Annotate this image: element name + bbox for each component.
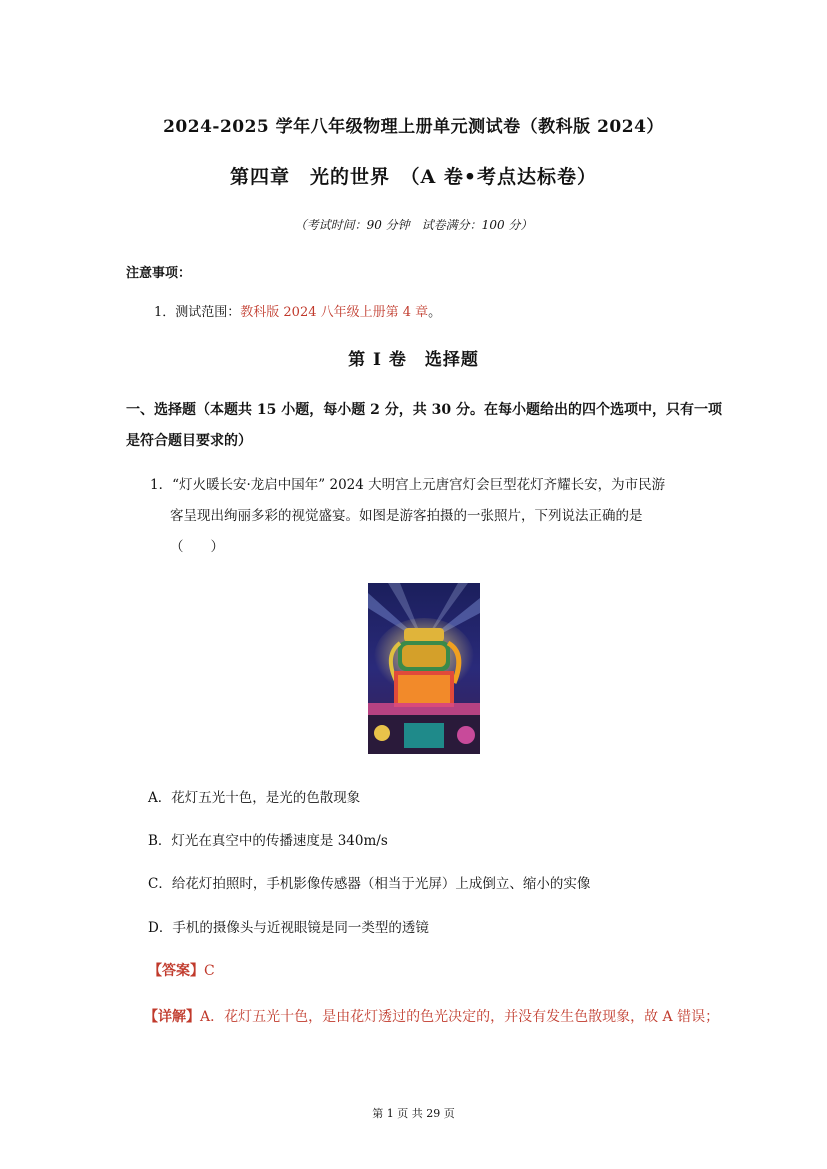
document-title: 2024-2025 学年八年级物理上册单元测试卷（教科版 2024） bbox=[163, 117, 664, 137]
option-d: D．手机的摄像头与近视眼镜是同一类型的透镜 bbox=[148, 920, 429, 936]
question-line-2: 客呈现出绚丽多彩的视觉盛宴。如图是游客拍摄的一张照片，下列说法正确的是 bbox=[170, 508, 643, 524]
answer-value: C bbox=[204, 963, 215, 979]
answer-label: 【答案】 bbox=[148, 963, 204, 979]
notice-item-suffix: 。 bbox=[428, 305, 442, 320]
notice-item-highlight: 教科版 2024 八年级上册第 4 章 bbox=[240, 305, 429, 320]
option-a: A．花灯五光十色，是光的色散现象 bbox=[148, 790, 361, 806]
section-title: 第 I 卷 选择题 bbox=[348, 350, 479, 370]
option-b: B．灯光在真空中的传播速度是 340m/s bbox=[148, 833, 388, 849]
explanation bbox=[144, 1002, 724, 1033]
question-line-3: （ ） bbox=[170, 539, 224, 555]
question-stem bbox=[150, 470, 730, 563]
notice-item-prefix: 1．测试范围： bbox=[154, 305, 241, 320]
lantern-photo bbox=[368, 583, 480, 754]
page-footer: 第 1 页 共 29 页 bbox=[372, 1107, 455, 1120]
exam-info: （考试时间：90 分钟 试卷满分：100 分） bbox=[294, 218, 533, 232]
answer bbox=[148, 960, 215, 980]
chapter-title: 第四章 光的世界 （A 卷•考点达标卷） bbox=[229, 166, 597, 188]
question-line-1: 1．“灯火暖长安·龙启中国年” 2024 大明宫上元唐宫灯会巨型花灯齐耀长安，为市民游 bbox=[150, 477, 666, 493]
section-instruction: 一、选择题（本题共 15 小题，每小题 2 分，共 30 分。在每小题给出的四个选项中，只有一项是符合题目要求的） bbox=[126, 402, 722, 449]
notice-heading: 注意事项： bbox=[126, 266, 192, 281]
option-c: C．给花灯拍照时，手机影像传感器（相当于光屏）上成倒立、缩小的实像 bbox=[148, 876, 591, 892]
notice-item bbox=[154, 301, 441, 320]
explain-label: 【详解】 bbox=[144, 1009, 200, 1025]
explain-text: A．花灯五光十色，是由花灯透过的色光决定的，并没有发生色散现象，故 A 错误； bbox=[200, 1009, 720, 1025]
